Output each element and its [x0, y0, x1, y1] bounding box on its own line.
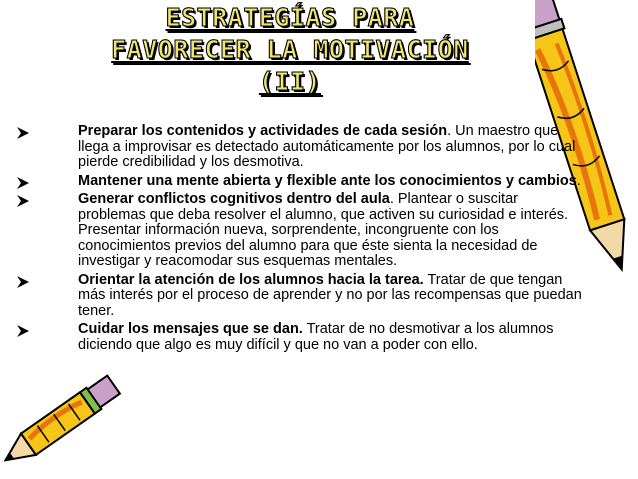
arrow-bullet-icon [16, 176, 30, 190]
bullet-bold-text: Orientar la atención de los alumnos hacia la tarea. [78, 271, 424, 288]
bullet-bold-text: Mantener una mente abierta y flexible ante los conocimientos y cambios [78, 172, 577, 189]
bullet-item [6, 174, 586, 190]
bullet-text: . Plantear o suscitar problemas que deba resolver el alumno, que activen su curiosidad e interés. Presentar información nueva, sorprendente, incongruente con los conocimientos previos del alumno para que éste sienta la necesidad de investigar y reacomodar sus esquemas mentales. [78, 191, 569, 269]
title-line-1: ESTRATEGÍAS PARA [165, 3, 415, 32]
bullet-text: Tratar de no desmotivar a los alumnos diciendo que algo es muy difícil y que no van a poder con ello. [78, 321, 554, 353]
bullet-item [6, 124, 586, 171]
bullet-item [6, 192, 586, 270]
title-line-2: FAVORECER LA MOTIVACIÓN [111, 35, 469, 64]
arrow-bullet-icon [16, 324, 30, 338]
bullet-item [6, 273, 586, 320]
bullet-text: . [576, 172, 581, 189]
pencil-bottom-left-icon [0, 360, 140, 479]
bullet-bold-text: Cuidar los mensajes que se dan. [78, 321, 303, 337]
title-line-3: (II) [258, 67, 322, 96]
arrow-bullet-icon [16, 194, 30, 208]
arrow-bullet-icon [16, 126, 30, 140]
slide-title [50, 2, 530, 98]
bullet-list [6, 124, 586, 356]
arrow-bullet-icon [16, 275, 30, 289]
bullet-bold-text: Generar conflictos cognitivos dentro del aula [78, 191, 390, 207]
bullet-item [6, 322, 586, 353]
bullet-bold-text: Preparar los contenidos y actividades de cada sesión [78, 123, 448, 139]
bullet-text: Tratar de que tengan más interés por el proceso de aprender y no por las recompensas que puedan tener. [78, 271, 582, 319]
bullet-text: . Un maestro que llega a improvisar es detectado automáticamente por los alumnos, por lo cual pierde credibilidad y los desmotiva. [78, 123, 576, 170]
